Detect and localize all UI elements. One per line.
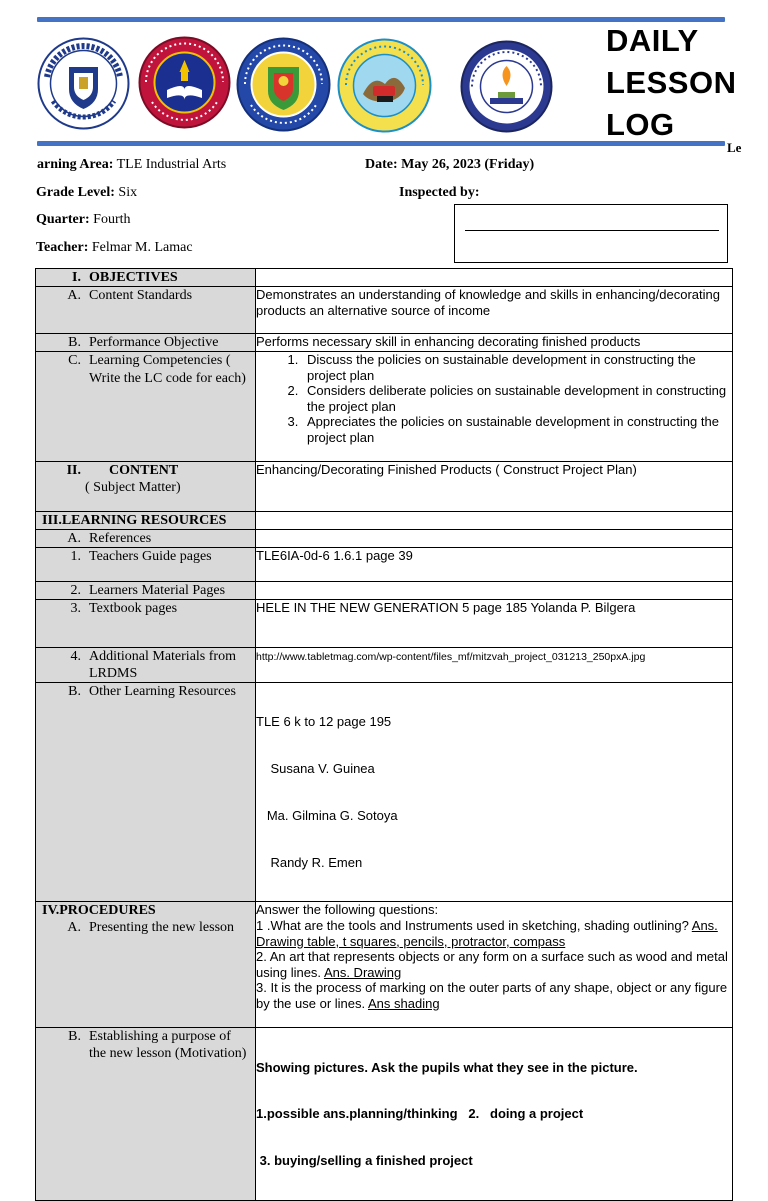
additional-materials-number: 4. <box>70 649 81 664</box>
content-standards-row <box>36 287 733 334</box>
signature-line <box>465 230 719 231</box>
learning-resources-heading-row <box>36 512 733 530</box>
school-logo <box>460 40 553 133</box>
teachers-guide-value: TLE6IA-0d-6 1.6.1 page 39 <box>256 548 733 582</box>
references-number: A. <box>67 531 81 546</box>
question-2-text: 2. An art that represents objects or any form on a surface such as wood and metal using lines. <box>256 949 728 980</box>
presenting-lesson-number: A. <box>67 920 81 936</box>
objectives-heading-row <box>36 269 733 287</box>
performance-objective-label: Performance Objective <box>89 335 219 350</box>
objectives-number: I. <box>72 270 81 285</box>
content-number: II. <box>66 463 81 478</box>
competency-list <box>256 352 732 446</box>
inspection-signature-box <box>454 204 728 263</box>
presenting-lesson-row <box>36 902 733 1028</box>
question-3 <box>256 980 732 1011</box>
presenting-lesson-label: Presenting the new lesson <box>89 920 235 936</box>
content-value: Enhancing/Decorating Finished Products ( Construct Project Plan) <box>256 462 733 512</box>
learning-competencies-number: C. <box>68 353 81 368</box>
inspected-by-label: Inspected by: <box>399 185 480 200</box>
date-field <box>365 157 534 173</box>
learning-competencies-row <box>36 352 733 462</box>
question-2-answer: Ans. Drawing <box>323 964 402 980</box>
content-standards-value: Demonstrates an understanding of knowledge and skills in enhancing/decorating products an alternative source of income <box>256 287 733 334</box>
learning-area-label: arning Area: <box>37 157 114 172</box>
title-line-log: LOG <box>606 107 675 142</box>
motivation-row <box>36 1028 733 1201</box>
references-label: References <box>89 531 152 546</box>
content-row <box>36 462 733 512</box>
procedure-intro: Answer the following questions: <box>256 902 439 918</box>
performance-objective-number: B. <box>68 335 81 350</box>
learning-resources-heading: III.LEARNING RESOURCES <box>36 512 256 530</box>
learning-competencies-label: Learning Competencies ( Write the LC code for each) <box>89 353 246 386</box>
title-line-daily: DAILY <box>606 23 699 58</box>
motivation-number: B. <box>68 1029 81 1045</box>
content-standards-number: A. <box>67 288 81 303</box>
date-value: May 26, 2023 (Friday) <box>397 157 535 172</box>
motivation-label: Establishing a purpose of the new lesson (Motivation) <box>89 1029 247 1062</box>
content-heading: CONTENT <box>109 463 179 478</box>
textbook-pages-value: HELE IN THE NEW GENERATION 5 page 185 Yolanda P. Bilgera <box>256 600 733 648</box>
learning-area-field <box>37 157 226 173</box>
teachers-guide-row <box>36 548 733 582</box>
question-1 <box>256 918 732 949</box>
document-title <box>606 20 736 146</box>
date-label: Date: <box>365 157 398 172</box>
procedures-heading: IV.PROCEDURES <box>42 903 156 919</box>
additional-materials-link[interactable]: http://www.tabletmag.com/wp-content/files_mf/mitzvah_project_031213_250pxA.jpg <box>256 651 646 663</box>
inspected-by-field <box>399 185 480 201</box>
grade-level-field <box>36 185 137 201</box>
content-standards-label: Content Standards <box>89 288 193 303</box>
additional-materials-label: Additional Materials from LRDMS <box>89 649 236 681</box>
other-resources-row <box>36 683 733 902</box>
references-row <box>36 530 733 548</box>
other-resources-line: Ma. Gilmina G. Sotoya <box>256 807 398 823</box>
deped-division-marinduque-logo <box>236 37 331 132</box>
grade-level-label: Grade Level: <box>36 185 115 200</box>
question-1-text: 1 .What are the tools and Instruments used in sketching, shading outlining? <box>256 917 692 933</box>
motivation-line: 3. buying/selling a finished project <box>256 1153 473 1169</box>
textbook-pages-label: Textbook pages <box>89 601 178 616</box>
clipped-header-text: Le <box>727 140 742 155</box>
title-line-lesson: LESSON <box>606 65 737 100</box>
learners-material-row <box>36 582 733 600</box>
competency-item: 2. Considers deliberate policies on sustainable development in constructing the project plan <box>302 383 732 414</box>
content-subheading: ( Subject Matter) <box>85 480 181 495</box>
teacher-value: Felmar M. Lamac <box>88 240 193 255</box>
learning-area-value: TLE Industrial Arts <box>113 157 227 172</box>
competency-item: 1. Discuss the policies on sustainable development in constructing the project plan <box>302 352 732 383</box>
textbook-pages-row <box>36 600 733 648</box>
performance-objective-value: Performs necessary skill in enhancing decorating finished products <box>256 334 733 352</box>
quarter-field <box>36 212 131 228</box>
teachers-guide-label: Teachers Guide pages <box>89 549 212 564</box>
competency-item: 3. Appreciates the policies on sustainable development in constructing the project plan <box>302 414 732 445</box>
other-resources-line: TLE 6 k to 12 page 195 <box>256 714 392 730</box>
question-3-text: 3. It is the process of marking on the outer parts of any shape, object or any figure by the use or lines. <box>256 980 728 1011</box>
quarter-value: Fourth <box>89 212 131 227</box>
other-resources-line: Randy R. Emen <box>256 854 363 870</box>
textbook-pages-number: 3. <box>70 601 81 616</box>
lesson-log-table <box>35 268 733 1201</box>
other-resources-label: Other Learning Resources <box>89 684 236 699</box>
motivation-line: Showing pictures. Ask the pupils what they see in the picture. <box>256 1059 638 1075</box>
other-resources-line: Susana V. Guinea <box>256 760 375 776</box>
additional-materials-row <box>36 648 733 683</box>
motivation-line: 1.possible ans.planning/thinking 2. doing a project <box>256 1106 584 1122</box>
question-3-answer: Ans shading <box>368 995 440 1011</box>
kagawaran-ng-edukasyon-logo <box>37 37 130 130</box>
other-resources-number: B. <box>68 684 81 699</box>
quarter-label: Quarter: <box>36 212 90 227</box>
teacher-label: Teacher: <box>36 240 89 255</box>
objectives-heading: OBJECTIVES <box>89 270 178 285</box>
grade-level-value: Six <box>114 185 138 200</box>
teachers-guide-number: 1. <box>70 549 81 564</box>
learners-material-number: 2. <box>70 583 81 598</box>
district-of-gasan-logo <box>337 38 432 133</box>
question-1-answer: Ans. Drawing table, t squares, pencils, protractor, compass <box>256 917 718 949</box>
performance-objective-row <box>36 334 733 352</box>
deped-region-mimaropa-logo <box>138 36 231 129</box>
question-2 <box>256 949 732 980</box>
teacher-field <box>36 240 193 256</box>
learners-material-label: Learners Material Pages <box>89 583 226 598</box>
